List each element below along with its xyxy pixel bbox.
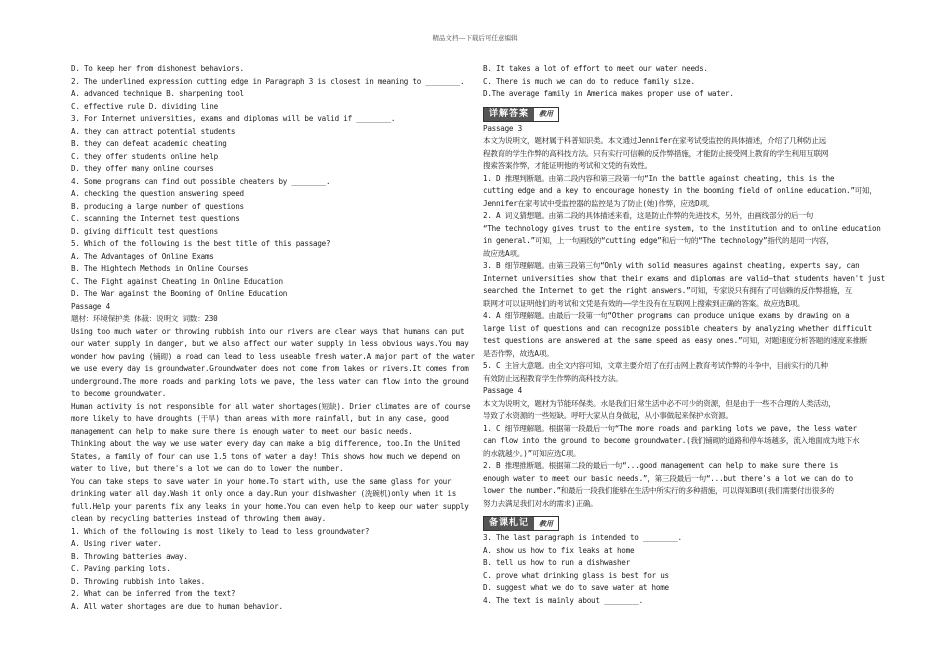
notes-section-heading (483, 510, 883, 532)
text-line: D. giving difficult test questions (71, 226, 218, 236)
text-line: C. they offer students online help (71, 151, 218, 161)
text-line: 4. Some programs can find out possible cheaters by ________. (71, 176, 331, 186)
text-line: searched the Internet to get the right answers.”可知，专家说只有拥有了可信赖的反作弊措施，互 (483, 286, 853, 295)
text-line: C. Paving parking lots. (71, 564, 171, 573)
text-line: D. Throwing rubbish into lakes. (71, 576, 205, 586)
text-line: 本文为说明文，题材属于科普知识类。本文通过Jennifer在家考试受监控的具体描述，介绍了几种防止远 (483, 136, 827, 145)
text-line: Passage 4 (71, 301, 110, 311)
text-line: Jennifer在家考试中受监控器的监控是为了防止(她)作弊，应选D项。 (483, 198, 715, 208)
text-line: management can help to make sure there is enough water to meet our basic needs. (71, 426, 413, 436)
text-line: B. producing a large number of questions (71, 201, 244, 211)
text-line: B. tell us how to run a dishwasher (483, 558, 630, 567)
notes-badge (483, 516, 559, 531)
text-line: we use every day is groundwater.Groundwater does not come from lakes or rivers.It comes from (71, 364, 469, 373)
text-line: 5. C 主旨大意题。由全文内容可知，文章主要介绍了在打击网上教育考试作弊的斗争中，目前实行的几种 (483, 361, 828, 370)
text-line: 3. The last paragraph is intended to ________. (483, 533, 682, 542)
continued-question-options (483, 63, 883, 101)
text-line: B. It takes a lot of effort to meet our water needs. (483, 64, 708, 73)
text-line: 5. Which of the following is the best title of this passage? (71, 239, 331, 248)
text-line: Human activity is not responsible for all water shortages(短缺). Drier climates are of course (71, 401, 471, 411)
text-line: in general.”可知，上一句画线的“cutting edge”和后一句的“The technology”指代的是同一内容， (483, 236, 834, 245)
answer-explanations (483, 123, 883, 511)
text-line: A. Using river water. (71, 539, 162, 548)
text-line: more likely to have droughts (干旱) than areas with more rainfall, but in any case, good (71, 414, 449, 423)
text-line: enough water to meet our basic needs.”，第三段最后一句“...but there's a lot we can do to (483, 473, 853, 483)
text-line: 4. The text is mainly about ________. (483, 595, 643, 605)
answer-badge (483, 107, 559, 122)
text-line: can flow into the ground to become groundwater.(我们铺砌的道路和停车场越多，流入地面成为地下水 (483, 436, 860, 445)
right-column (483, 63, 883, 607)
text-line: to become groundwater. (71, 389, 167, 398)
text-line: Passage 3 (483, 123, 522, 133)
text-line: 本文为说明文，题材为节能环保类。水是我们日常生活中必不可少的资源，但是由于一些不合理的人类活动， (483, 398, 836, 408)
text-line: 的水就越少。)”可知应选C项。 (483, 448, 581, 458)
notes-badge-tag: 教用 (539, 519, 554, 528)
notes-badge-title: 备课札记 (484, 517, 534, 530)
text-line: underground.The more roads and parking lots we pave, the less water can flow into the ground (71, 376, 469, 386)
text-line: 故应选A项。 (483, 248, 525, 258)
text-line: drinking water all day.Wash it only once a day.Run your dishwasher (洗碗机)only when it is (71, 489, 457, 498)
text-line: You can take steps to save water in your home.To start with, use the same glass for your (71, 476, 452, 486)
text-line: C. There is much we can do to reduce family size. (483, 76, 695, 86)
text-line: 4. A 细节理解题。由最后一段第一句“Other programs can produce unique exams by drawing on a (483, 311, 850, 320)
text-line: Internet universities show that their exams and diplomas are valid—that students haven't just (483, 273, 885, 283)
text-line: 努力去满足我们对水的需求)正确。 (483, 498, 598, 508)
text-line: clean by recycling batteries instead of throwing them away. (71, 514, 326, 523)
text-line: lower the number.”和最后一段我们能够在生活中所实行的多种措施，可以得知B项(我们需要付出很多的 (483, 486, 834, 495)
text-line: D.The average family in America makes proper use of water. (483, 89, 734, 98)
text-line: wonder how paving (铺砌) a road can lead to less useable fresh water.A major part of the water (71, 351, 475, 361)
text-line: 3. B 细节理解题。由第三段第三句“Only with solid measures against cheating, experts say, can (483, 261, 860, 270)
text-line: A. All water shortages are due to human behavior. (71, 601, 283, 611)
text-line: States, a family of four can use 1.5 tons of water a day! This shows how much we depend on (71, 451, 460, 461)
text-line: 1. C 细节理解题。根据第一段最后一句“The more roads and parking lots we pave, the less water (483, 423, 857, 433)
text-line: full.Help your parents fix any leaks in your home.You can even help to keep our water supply (71, 501, 469, 511)
text-line: 搜索答案作弊，才能证明他的考试和文凭的有效性。 (483, 161, 652, 170)
text-line: our water supply in danger, but we also affect our water supply in less obvious ways.You may (71, 339, 469, 348)
text-line: Using too much water or throwing rubbish into our rivers are clear ways that humans can put (71, 326, 465, 336)
text-line: 题材：环境保护类 体裁：说明文 词数：230 (71, 314, 218, 323)
text-line: 是否作弊，故选A项。 (483, 348, 554, 358)
text-line: 1. D 推理判断题。由第二段内容和第三段第一句“In the battle against cheating, this is the (483, 173, 835, 183)
text-line: Thinking about the way we use water every day can make a big difference, too.In the United (71, 439, 460, 448)
page-header: 精品文档---下载后可任意编辑 (432, 34, 518, 42)
text-line: 2. What can be inferred from the text? (71, 589, 236, 598)
text-line: large list of questions and can recognize possible cheaters by analyzing whether difficult (483, 323, 872, 333)
text-line: D. To keep her from dishonest behaviors. (71, 64, 244, 73)
text-line: A. show us how to fix leaks at home (483, 545, 635, 555)
text-line: 1. Which of the following is most likely to lead to less groundwater? (71, 526, 370, 536)
answer-badge-tag: 教用 (539, 110, 554, 118)
text-line: D. suggest what we do to save water at home (483, 583, 669, 592)
text-line: B. The Hightech Methods in Online Courses (71, 264, 249, 273)
text-line: 3. For Internet universities, exams and diplomas will be valid if ________. (71, 114, 396, 123)
text-line: 程教育的学生作弊的高科技方法。只有实行可信赖的反作弊措施，才能防止接受网上教育的学生利用互联网 (483, 148, 829, 158)
text-line: 2. The underlined expression cutting edge in Paragraph 3 is closest in meaning to ________. (71, 76, 465, 86)
text-line: 联网才可以证明他们的考试和文凭是有效的——学生没有在互联网上搜索到正确的答案。故应选B项。 (483, 298, 805, 308)
text-line: “The technology gives trust to the entire system, to the institution and to online education (483, 223, 881, 233)
text-line: A. checking the question answering speed (71, 189, 244, 198)
text-line: C. prove what drinking glass is best for us (483, 570, 669, 580)
text-line: A. they can attract potential students (71, 126, 236, 136)
text-line: C. scanning the Internet test questions (71, 214, 240, 223)
text-line: A. The Advantages of Online Exams (71, 251, 214, 261)
text-line: 有效防止远程教育学生作弊的高科技方法。 (483, 373, 623, 383)
text-line: test questions are answered at the same speed as easy ones.”可知，对题速度分析答题的速度来推断 (483, 336, 868, 345)
text-line: B. Throwing batteries away. (71, 551, 188, 561)
text-line: cutting edge and a key to encourage honesty in the booming field of online education.”可知， (483, 186, 877, 195)
more-questions (483, 532, 883, 607)
text-line: water to live, but there's a lot we can do to lower the number. (71, 464, 344, 473)
text-line: C. effective rule D. dividing line (71, 101, 218, 111)
text-line: B. they can defeat academic cheating (71, 139, 227, 148)
text-line: D. The War against the Booming of Online Education (71, 289, 288, 298)
text-line: 2. A 词义猜想题。由第二段的具体描述来看，这是防止作弊的先进技术，另外，由画线部分的后一句 (483, 211, 814, 220)
answer-section-heading (483, 101, 883, 123)
text-line: 导致了水资源的一些短缺。呼吁大家从自身做起，从小事做起来保护水资源。 (483, 411, 733, 420)
text-line: D. they offer many online courses (71, 164, 214, 173)
text-line: 2. B 推理推断题。根据第二段的最后一句“...good management can help to make sure there is (483, 461, 839, 470)
answer-badge-title: 详解答案 (484, 108, 534, 121)
left-column (71, 63, 475, 613)
text-line: C. The Fight against Cheating in Online Education (71, 276, 283, 286)
text-line: A. advanced technique B. sharpening tool (71, 89, 244, 98)
text-line: Passage 4 (483, 386, 522, 395)
